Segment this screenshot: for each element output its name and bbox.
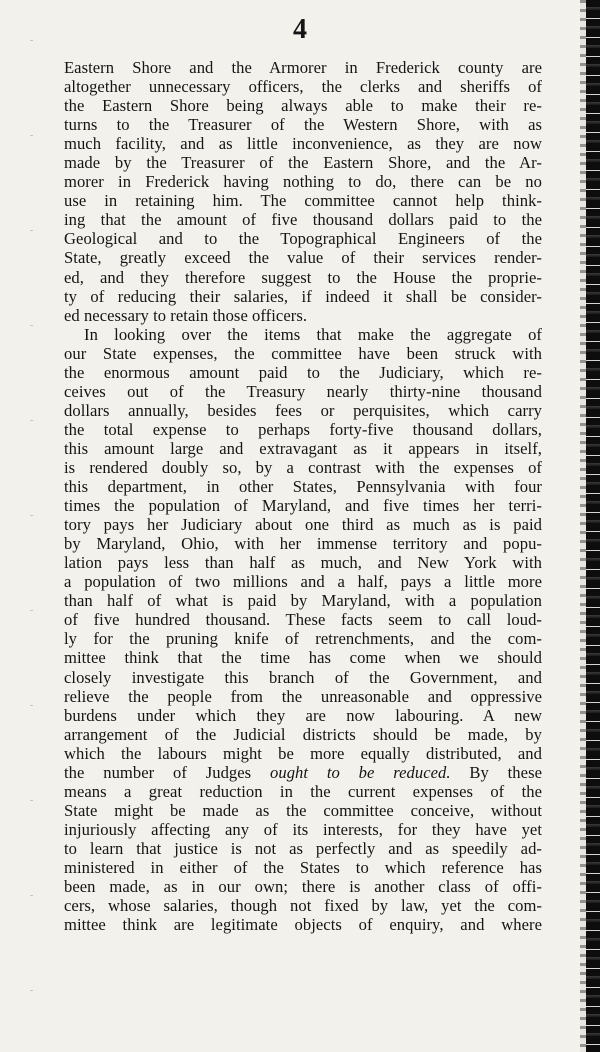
text-line: is rendered doubly so, by a contrast with the expenses of [64, 457, 542, 477]
text-line: altogether unnecessary officers, the clerks and sheriffs of [64, 77, 542, 97]
text-line: this amount large and extravagant as it appears in itself, [64, 438, 542, 458]
text-line: turns to the Treasurer of the Western Shore, with as [64, 115, 542, 135]
text-run: the number of Judges [64, 762, 252, 782]
page-number: 4 [293, 14, 307, 45]
text-line: the Eastern Shore being always able to make their re- [64, 96, 542, 116]
text-line: mittee think that the time has come when we should [64, 648, 542, 668]
text-line: than half of what is paid by Maryland, with a population [64, 591, 542, 611]
text-line: been made, as in our own; there is another class of offi- [64, 877, 542, 897]
text-line: burdens under which they are now labouring. A new [64, 705, 542, 725]
text-line: cers, whose salaries, though not fixed by law, yet the com- [64, 896, 542, 916]
text-line: times the population of Maryland, and five times her terri- [64, 496, 542, 516]
text-line: to learn that justice is not as perfectly and as speedily ad- [64, 838, 542, 858]
text-line: tory pays her Judiciary about one third as much as is paid [64, 515, 542, 535]
text-line: much facility, and as little inconvenience, as they are now [64, 134, 542, 154]
text-line: ing that the amount of five thousand dollars paid to the [64, 210, 542, 230]
text-line: our State expenses, the committee have been struck with [64, 343, 542, 363]
text-line: ceives out of the Treasury nearly thirty-nine thousand [64, 381, 542, 401]
text-line: Eastern Shore and the Armorer in Frederick county are [64, 58, 542, 77]
text-line: injuriously affecting any of its interests, for they have yet [64, 819, 542, 839]
text-line: the total expense to perhaps forty-five thousand dollars, [64, 419, 542, 439]
text-run: By these [469, 762, 542, 782]
text-line: use in retaining him. The committee cannot help think- [64, 191, 542, 211]
text-line: morer in Frederick having nothing to do, there can be no [64, 172, 542, 192]
text-line: which the labours might be more equally distributed, and [64, 743, 542, 763]
text-line: this department, in other States, Pennsylvania with four [64, 477, 542, 497]
text-line: made by the Treasurer of the Eastern Shore, and the Ar- [64, 153, 542, 173]
scan-edge-strip [586, 0, 600, 1052]
body-text [64, 58, 542, 934]
text-line: State might be made as the committee conceive, without [64, 800, 542, 820]
text-line: ly for the pruning knife of retrenchments, and the com- [64, 629, 542, 649]
text-line: State, greatly exceed the value of their services render- [64, 248, 542, 268]
scan-specks [30, 0, 33, 1052]
text-line: the enormous amount paid to the Judiciary, which re- [64, 362, 542, 382]
text-line-italic-mixed [64, 763, 542, 782]
text-line: ed, and they therefore suggest to the House the proprie- [64, 267, 542, 287]
text-line: closely investigate this branch of the Government, and [64, 667, 542, 687]
text-line: by Maryland, Ohio, with her immense territory and popu- [64, 534, 542, 554]
text-line: of five hundred thousand. These facts seem to call loud- [64, 610, 542, 630]
text-line: ty of reducing their salaries, if indeed it shall be consider- [64, 286, 542, 306]
text-line: In looking over the items that make the aggregate of [84, 324, 542, 344]
text-line: Geological and to the Topographical Engineers of the [64, 229, 542, 249]
text-line: a population of two millions and a half, pays a little more [64, 572, 542, 592]
text-line: ministered in either of the States to which reference has [64, 857, 542, 877]
text-line: means a great reduction in the current expenses of the [64, 781, 542, 801]
text-line: mittee think are legitimate objects of enquiry, and where [64, 915, 542, 935]
text-line: relieve the people from the unreasonable and oppressive [64, 686, 542, 706]
text-line: lation pays less than half as much, and New York with [64, 553, 542, 573]
text-line: arrangement of the Judicial districts should be made, by [64, 724, 542, 744]
text-line: dollars annually, besides fees or perquisites, which carry [64, 400, 542, 420]
text-line: ed necessary to retain those officers. [64, 305, 308, 325]
italic-phrase: ought to be reduced. [270, 762, 451, 782]
